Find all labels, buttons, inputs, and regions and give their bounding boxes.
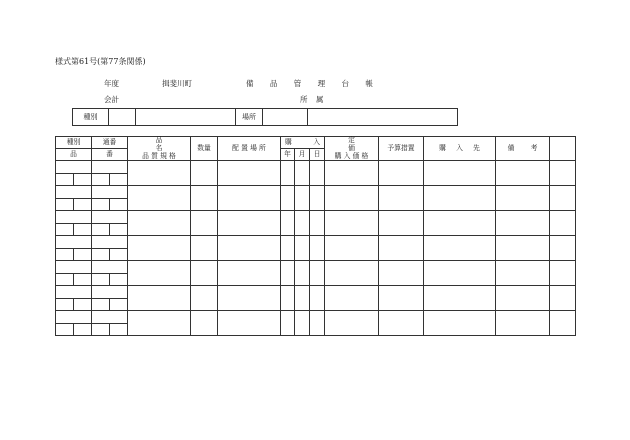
cell-item-b[interactable] <box>74 174 92 186</box>
ledger-title <box>246 80 373 88</box>
cell-budget[interactable] <box>379 286 424 311</box>
cell-item-no-b[interactable] <box>110 274 128 286</box>
cell-qty[interactable] <box>191 286 218 311</box>
info-place-value[interactable] <box>263 109 308 126</box>
cell-item-no-b[interactable] <box>110 324 128 336</box>
cell-item-b[interactable] <box>74 199 92 211</box>
cell-blank[interactable] <box>550 286 576 311</box>
cell-location[interactable] <box>218 286 281 311</box>
ledger-row <box>56 311 576 324</box>
cell-type[interactable] <box>56 186 92 199</box>
col-price-a: 定 <box>348 136 355 144</box>
col-purchase-a: 購 <box>285 137 292 146</box>
ledger-row <box>56 236 576 249</box>
cell-month[interactable] <box>295 161 310 186</box>
col-price-b: 価 <box>348 143 355 152</box>
col-price-header <box>325 137 379 161</box>
cell-type[interactable] <box>56 236 92 249</box>
cell-day[interactable] <box>310 286 325 311</box>
cell-year[interactable] <box>281 211 295 236</box>
cell-blank[interactable] <box>550 161 576 186</box>
cell-month[interactable] <box>295 211 310 236</box>
cell-notes[interactable] <box>496 261 550 286</box>
col-day-header: 日 <box>310 149 325 161</box>
cell-item-no-b[interactable] <box>110 249 128 261</box>
col-year-header: 年 <box>281 149 295 161</box>
col-item-header: 品 <box>56 149 92 161</box>
cell-notes[interactable] <box>496 236 550 261</box>
cell-type[interactable] <box>56 211 92 224</box>
cell-serial[interactable] <box>92 261 128 274</box>
cell-budget[interactable] <box>379 236 424 261</box>
cell-location[interactable] <box>218 211 281 236</box>
cell-item-no-b[interactable] <box>110 199 128 211</box>
cell-name[interactable] <box>128 261 191 286</box>
cell-vendor[interactable] <box>424 186 496 211</box>
col-purchase-header <box>281 137 325 149</box>
cell-budget[interactable] <box>379 311 424 336</box>
cell-item-a[interactable] <box>56 174 74 186</box>
ledger-body <box>56 161 576 336</box>
cell-price[interactable] <box>325 211 379 236</box>
accounting-label: 会計 <box>104 95 119 104</box>
cell-item-no-a[interactable] <box>92 224 110 236</box>
cell-serial[interactable] <box>92 161 128 174</box>
town-name: 揖斐川町 <box>162 79 192 88</box>
cell-item-a[interactable] <box>56 324 74 336</box>
cell-price[interactable] <box>325 161 379 186</box>
cell-item-b[interactable] <box>74 324 92 336</box>
info-place-label: 場所 <box>236 109 263 126</box>
ledger-row <box>56 211 576 224</box>
info-type-extra[interactable] <box>136 109 236 126</box>
cell-notes[interactable] <box>496 161 550 186</box>
cell-budget[interactable] <box>379 211 424 236</box>
cell-item-b[interactable] <box>74 224 92 236</box>
col-name-header <box>128 137 191 161</box>
cell-qty[interactable] <box>191 236 218 261</box>
cell-item-no-b[interactable] <box>110 174 128 186</box>
cell-item-no-a[interactable] <box>92 274 110 286</box>
cell-blank[interactable] <box>550 311 576 336</box>
cell-item-no-b[interactable] <box>110 224 128 236</box>
affiliation-label: 所 属 <box>300 95 324 104</box>
form-number-title: 様式第61号(第77条関係) <box>55 57 146 66</box>
cell-price[interactable] <box>325 311 379 336</box>
cell-type[interactable] <box>56 311 92 324</box>
col-budget-header: 予算措置 <box>379 137 424 161</box>
cell-location[interactable] <box>218 261 281 286</box>
cell-name[interactable] <box>128 236 191 261</box>
cell-notes[interactable] <box>496 211 550 236</box>
col-vendor-header: 購 入 先 <box>424 137 496 161</box>
cell-item-a[interactable] <box>56 299 74 311</box>
cell-item-no-a[interactable] <box>92 174 110 186</box>
cell-item-a[interactable] <box>56 199 74 211</box>
cell-notes[interactable] <box>496 311 550 336</box>
col-name-line1-a: 品 <box>155 136 163 144</box>
cell-serial[interactable] <box>92 211 128 224</box>
ledger-grid <box>55 136 576 336</box>
info-bar <box>72 108 458 126</box>
cell-qty[interactable] <box>191 311 218 336</box>
cell-price[interactable] <box>325 186 379 211</box>
cell-price[interactable] <box>325 236 379 261</box>
cell-notes[interactable] <box>496 286 550 311</box>
cell-location[interactable] <box>218 161 281 186</box>
col-price-line1 <box>325 137 378 153</box>
cell-name[interactable] <box>128 311 191 336</box>
cell-item-no-b[interactable] <box>110 299 128 311</box>
col-item-no-header: 番 <box>92 149 128 161</box>
cell-blank[interactable] <box>550 261 576 286</box>
cell-budget[interactable] <box>379 161 424 186</box>
col-name-line1 <box>128 137 190 153</box>
cell-item-no-a[interactable] <box>92 199 110 211</box>
info-type-label: 種別 <box>73 109 109 126</box>
col-month-header: 月 <box>295 149 310 161</box>
cell-day[interactable] <box>310 211 325 236</box>
col-type-header: 種別 <box>56 137 92 149</box>
cell-vendor[interactable] <box>424 311 496 336</box>
cell-location[interactable] <box>218 186 281 211</box>
cell-location[interactable] <box>218 236 281 261</box>
col-purchase-b: 入 <box>313 137 320 146</box>
cell-year[interactable] <box>281 161 295 186</box>
cell-day[interactable] <box>310 236 325 261</box>
cell-month[interactable] <box>295 286 310 311</box>
cell-budget[interactable] <box>379 261 424 286</box>
cell-day[interactable] <box>310 161 325 186</box>
col-serial-header: 通番 <box>92 137 128 149</box>
cell-day[interactable] <box>310 186 325 211</box>
cell-qty[interactable] <box>191 261 218 286</box>
cell-qty[interactable] <box>191 186 218 211</box>
ledger-row <box>56 286 576 299</box>
col-blank-header <box>550 137 576 161</box>
cell-day[interactable] <box>310 311 325 336</box>
cell-type[interactable] <box>56 261 92 274</box>
cell-name[interactable] <box>128 186 191 211</box>
cell-location[interactable] <box>218 311 281 336</box>
cell-budget[interactable] <box>379 186 424 211</box>
col-notes-header: 備 考 <box>496 137 550 161</box>
cell-vendor[interactable] <box>424 286 496 311</box>
cell-month[interactable] <box>295 236 310 261</box>
cell-year[interactable] <box>281 261 295 286</box>
fiscal-year-label: 年度 <box>104 79 119 88</box>
col-purchase-line1 <box>281 139 324 147</box>
cell-item-no-a[interactable] <box>92 324 110 336</box>
cell-month[interactable] <box>295 311 310 336</box>
cell-name[interactable] <box>128 211 191 236</box>
cell-item-b[interactable] <box>74 249 92 261</box>
ledger-title-text: 備 品 管 理 台 帳 <box>246 79 373 88</box>
cell-price[interactable] <box>325 286 379 311</box>
cell-type[interactable] <box>56 161 92 174</box>
col-location-header: 配 置 場 所 <box>218 137 281 161</box>
ledger-row <box>56 186 576 199</box>
cell-type[interactable] <box>56 286 92 299</box>
cell-item-a[interactable] <box>56 274 74 286</box>
col-name-line1-b: 名 <box>155 143 163 152</box>
cell-item-b[interactable] <box>74 299 92 311</box>
cell-month[interactable] <box>295 261 310 286</box>
ledger-row <box>56 261 576 274</box>
cell-item-no-a[interactable] <box>92 299 110 311</box>
cell-vendor[interactable] <box>424 236 496 261</box>
cell-serial[interactable] <box>92 236 128 249</box>
cell-blank[interactable] <box>550 236 576 261</box>
cell-name[interactable] <box>128 161 191 186</box>
cell-qty[interactable] <box>191 161 218 186</box>
col-name-line2: 品 質 規 格 <box>142 151 176 160</box>
cell-month[interactable] <box>295 186 310 211</box>
col-price-line2: 購 入 価 格 <box>334 151 369 160</box>
cell-price[interactable] <box>325 261 379 286</box>
info-place-extra[interactable] <box>308 109 458 126</box>
cell-serial[interactable] <box>92 186 128 199</box>
cell-item-a[interactable] <box>56 249 74 261</box>
cell-vendor[interactable] <box>424 211 496 236</box>
cell-blank[interactable] <box>550 186 576 211</box>
col-qty-header: 数量 <box>191 137 218 161</box>
cell-year[interactable] <box>281 236 295 261</box>
cell-name[interactable] <box>128 286 191 311</box>
cell-year[interactable] <box>281 186 295 211</box>
cell-item-no-a[interactable] <box>92 249 110 261</box>
cell-qty[interactable] <box>191 211 218 236</box>
cell-item-a[interactable] <box>56 224 74 236</box>
cell-serial[interactable] <box>92 311 128 324</box>
cell-year[interactable] <box>281 286 295 311</box>
cell-item-b[interactable] <box>74 274 92 286</box>
ledger-row <box>56 161 576 174</box>
cell-vendor[interactable] <box>424 261 496 286</box>
cell-serial[interactable] <box>92 286 128 299</box>
cell-blank[interactable] <box>550 211 576 236</box>
cell-day[interactable] <box>310 261 325 286</box>
info-type-value[interactable] <box>109 109 136 126</box>
cell-year[interactable] <box>281 311 295 336</box>
cell-vendor[interactable] <box>424 161 496 186</box>
cell-notes[interactable] <box>496 186 550 211</box>
